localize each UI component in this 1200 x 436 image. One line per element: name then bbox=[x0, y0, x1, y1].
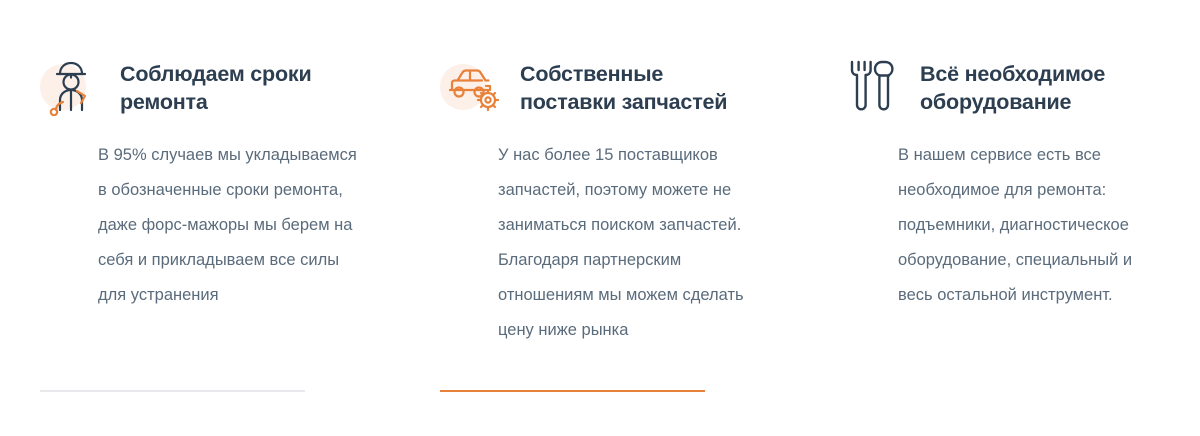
feature-header bbox=[40, 52, 360, 120]
wrench-screwdriver-icon bbox=[840, 58, 902, 120]
feature-header bbox=[440, 52, 760, 120]
feature-description: У нас более 15 поставщиков запчастей, поэтому можете не заниматься поиском запчастей. Благодаря партнерским отношениям мы можем сделать цену ниже рынка bbox=[498, 146, 744, 339]
feature-underline bbox=[40, 390, 305, 392]
feature-card-repair-deadlines bbox=[0, 52, 400, 436]
feature-card-equipment bbox=[800, 52, 1200, 436]
feature-underline bbox=[440, 390, 705, 392]
feature-description: В нашем сервисе есть все необходимое для ремонта: подъемники, диагностическое оборудование, специальный и весь остальной инструмент. bbox=[898, 146, 1133, 304]
feature-header bbox=[840, 52, 1160, 120]
feature-title: Собственные поставки запчастей bbox=[520, 62, 728, 114]
feature-card-own-parts-supply bbox=[400, 52, 800, 436]
feature-title: Всё необходимое оборудование bbox=[920, 62, 1106, 114]
feature-description: В 95% случаев мы укладываемся в обозначенные сроки ремонта, даже форс-мажоры мы берем на себя и прикладываем все силы для устранения bbox=[98, 146, 357, 304]
car-gear-icon bbox=[440, 58, 502, 120]
feature-title: Соблюдаем сроки ремонта bbox=[120, 62, 312, 114]
mechanic-worker-icon bbox=[40, 58, 102, 120]
